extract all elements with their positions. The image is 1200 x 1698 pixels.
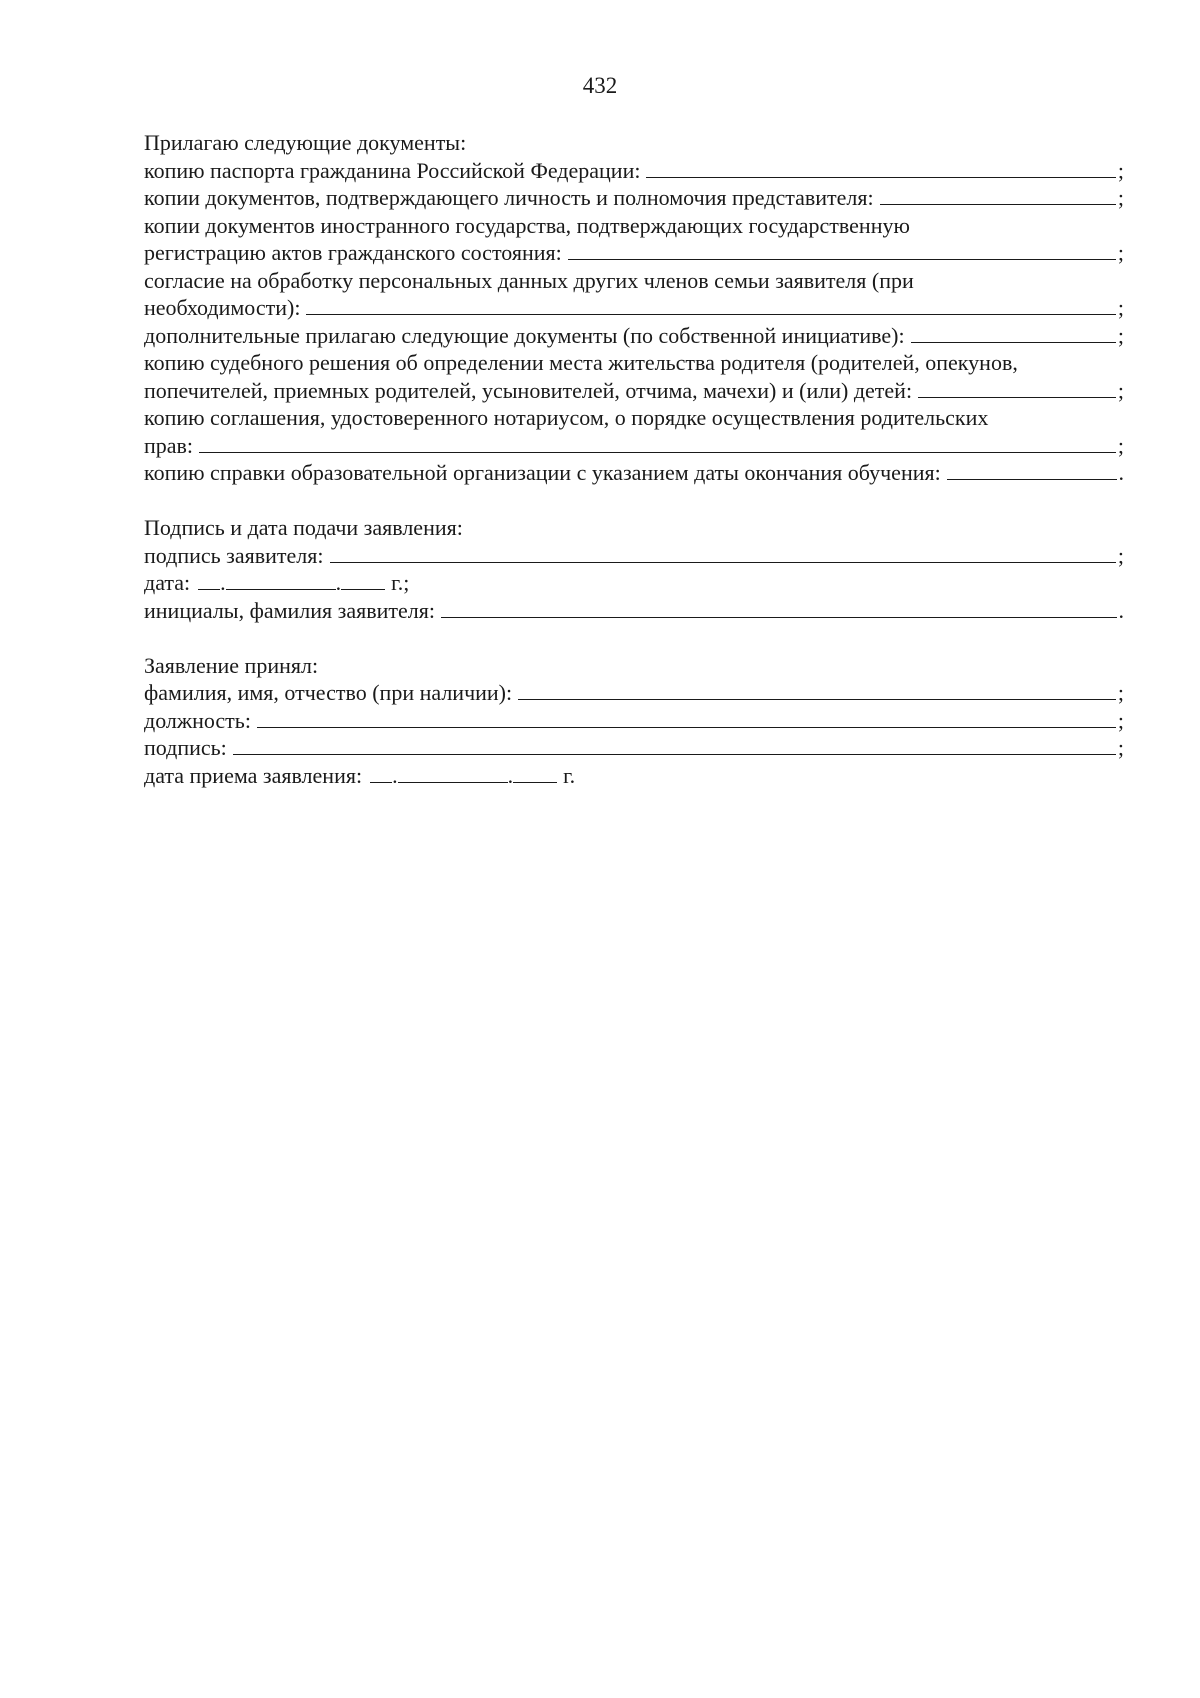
court-decision-row-2: попечителей, приемных родителей, усыновителей, отчима, мачехи) и (или) детей: ; <box>144 377 1124 403</box>
receiver-position-field[interactable] <box>257 708 1116 728</box>
date-year-field[interactable] <box>341 570 385 590</box>
school-certificate-row: копию справки образовательной организации с указанием даты окончания обучения: . <box>144 460 1124 485</box>
representative-field[interactable] <box>880 185 1116 205</box>
date-day-field[interactable] <box>198 570 220 590</box>
foreign-docs-field[interactable] <box>568 240 1116 260</box>
passport-row: копию паспорта гражданина Российской Федерации: ; <box>144 157 1124 183</box>
application-form <box>144 129 1124 789</box>
documents-heading: Прилагаю следующие документы: <box>144 130 467 155</box>
court-decision-field[interactable] <box>918 378 1116 398</box>
acceptance-date-row: дата приема заявления: . . г. <box>144 762 576 788</box>
agreement-row-2: прав: ; <box>144 432 1124 458</box>
court-decision-row-1: копию судебного решения об определении места жительства родителя (родителей, опекунов, <box>144 350 1018 375</box>
foreign-docs-row-2: регистрацию актов гражданского состояния: ; <box>144 240 1124 265</box>
acceptance-year-field[interactable] <box>513 763 557 783</box>
receiver-signature-field[interactable] <box>233 735 1116 755</box>
passport-field[interactable] <box>646 158 1115 178</box>
acceptance-day-field[interactable] <box>370 763 392 783</box>
school-certificate-field[interactable] <box>947 460 1117 480</box>
consent-row-2: необходимости): ; <box>144 295 1124 320</box>
applicant-initials-row: инициалы, фамилия заявителя: . <box>144 597 1124 623</box>
application-date-row: дата: . . г.; <box>144 570 410 595</box>
signature-heading: Подпись и дата подачи заявления: <box>144 515 463 540</box>
receiver-name-field[interactable] <box>518 680 1116 700</box>
receiver-position-row: должность: ; <box>144 707 1124 733</box>
applicant-initials-field[interactable] <box>441 598 1117 618</box>
applicant-signature-row: подпись заявителя: ; <box>144 542 1124 568</box>
section-spacer <box>144 624 1124 652</box>
receiver-signature-row: подпись: ; <box>144 735 1124 760</box>
applicant-signature-field[interactable] <box>330 543 1116 563</box>
accepted-heading: Заявление принял: <box>144 652 319 678</box>
consent-field[interactable] <box>306 295 1115 315</box>
agreement-row-1: копию соглашения, удостоверенного нотариусом, о порядке осуществления родительских <box>144 405 989 430</box>
receiver-name-row: фамилия, имя, отчество (при наличии): ; <box>144 680 1124 705</box>
page-number: 432 <box>582 73 618 98</box>
date-month-field[interactable] <box>226 570 336 590</box>
representative-row: копии документов, подтверждающего личность и полномочия представителя: ; <box>144 185 1124 210</box>
consent-row-1: согласие на обработку персональных данных других членов семьи заявителя (при <box>144 267 914 293</box>
foreign-docs-row-1: копии документов иностранного государства, подтверждающих государственную <box>144 212 910 238</box>
additional-docs-field[interactable] <box>911 323 1116 343</box>
acceptance-month-field[interactable] <box>398 763 508 783</box>
agreement-field[interactable] <box>199 433 1116 453</box>
section-spacer <box>144 487 1124 515</box>
additional-docs-row: дополнительные прилагаю следующие документы (по собственной инициативе): ; <box>144 322 1124 348</box>
